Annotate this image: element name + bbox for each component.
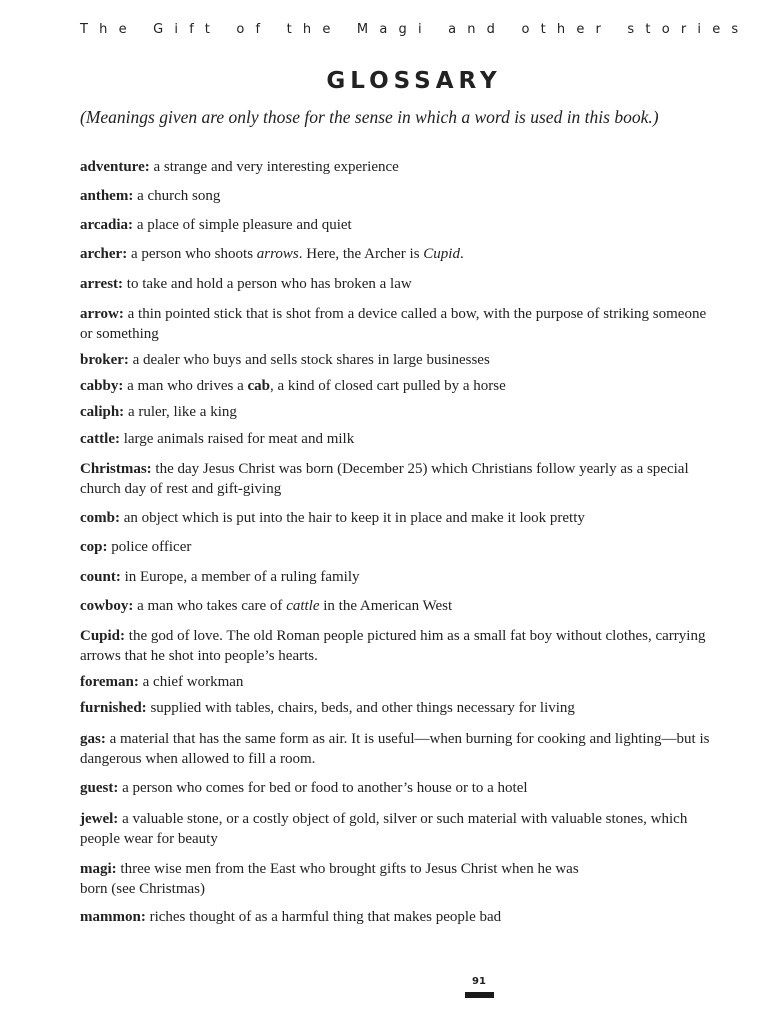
glossary-entry-cabby	[80, 376, 710, 396]
definition-italic: Cupid	[423, 246, 460, 262]
term: archer:	[80, 246, 128, 262]
glossary-entry-broker	[80, 350, 710, 370]
definition: a man who takes care of	[133, 598, 287, 614]
glossary-entry-cattle	[80, 429, 710, 449]
page-number: 91	[472, 976, 486, 987]
term: jewel:	[80, 811, 119, 827]
glossary-entry-count	[80, 567, 710, 587]
definition: to take and hold a person who has broken a law	[123, 276, 412, 292]
definition: supplied with tables, chairs, beds, and other things necessary for living	[146, 700, 575, 716]
glossary-entry-comb	[80, 508, 710, 528]
term: caliph:	[80, 404, 125, 420]
term: Christmas:	[80, 461, 152, 477]
definition: born (see Christmas)	[80, 881, 205, 897]
term: foreman:	[80, 674, 139, 690]
definition: a material that has the same form as air. It is useful—when burning for cooking and lighting—but is dangerous when allowed to fill a room.	[80, 731, 710, 767]
definition: a person who comes for bed or food to another’s house or to a hotel	[118, 780, 528, 796]
term: comb:	[80, 510, 120, 526]
term: adventure:	[80, 159, 150, 175]
page-number-bar	[465, 992, 494, 998]
glossary-entry-cupid	[80, 626, 712, 666]
glossary-entry-mammon	[80, 907, 710, 927]
definition: police officer	[107, 539, 192, 555]
glossary-entry-arrest	[80, 274, 710, 294]
definition: a person who shoots	[127, 246, 257, 262]
definition-italic: cattle	[286, 598, 320, 614]
term: arrest:	[80, 276, 124, 292]
glossary-entry-arcadia	[80, 215, 710, 235]
definition: in Europe, a member of a ruling family	[120, 569, 360, 585]
definition: a place of simple pleasure and quiet	[133, 217, 352, 233]
definition: .	[459, 246, 464, 262]
glossary-note: (Meanings given are only those for the sense in which a word is used in this book.)	[80, 107, 659, 127]
term: arrow:	[80, 306, 124, 322]
definition: a church song	[133, 188, 221, 204]
page-title: GLOSSARY	[326, 68, 502, 94]
running-head: The Gift of the Magi and other stories	[80, 22, 750, 37]
definition: a thin pointed stick that is shot from a device called a bow, with the purpose of striking someone or something	[80, 306, 707, 342]
definition-bold: cab	[247, 378, 270, 394]
definition: an object which is put into the hair to keep it in place and make it look pretty	[120, 510, 585, 526]
definition: a chief workman	[138, 674, 244, 690]
term: mammon:	[80, 909, 146, 925]
term: guest:	[80, 780, 119, 796]
glossary-entry-arrow	[80, 304, 710, 344]
definition: three wise men from the East who brought gifts to Jesus Christ when he was	[116, 861, 579, 877]
term: furnished:	[80, 700, 147, 716]
definition-italic: arrows	[256, 246, 299, 262]
glossary-entry-cop	[80, 537, 710, 557]
term: count:	[80, 569, 121, 585]
term: cop:	[80, 539, 108, 555]
glossary-entry-foreman	[80, 672, 710, 692]
definition: a dealer who buys and sells stock shares in large businesses	[128, 352, 490, 368]
definition: large animals raised for meat and milk	[119, 431, 355, 447]
definition: a man who drives a	[123, 378, 248, 394]
term: cattle:	[80, 431, 120, 447]
definition: the day Jesus Christ was born (December 25) which Christians follow yearly as a special church day of rest and gift-giving	[80, 461, 689, 497]
definition: . Here, the Archer is	[298, 246, 424, 262]
definition: a ruler, like a king	[124, 404, 237, 420]
definition: in the American West	[319, 598, 453, 614]
term: gas:	[80, 731, 106, 747]
glossary-entry-cowboy	[80, 596, 710, 616]
glossary-entry-gas	[80, 729, 710, 769]
term: anthem:	[80, 188, 134, 204]
definition: a strange and very interesting experience	[149, 159, 399, 175]
term: cowboy:	[80, 598, 134, 614]
glossary-entry-jewel	[80, 809, 710, 849]
term: magi:	[80, 861, 117, 877]
glossary-entry-magi	[80, 859, 710, 899]
term: broker:	[80, 352, 129, 368]
glossary-entry-furnished	[80, 698, 710, 718]
term: arcadia:	[80, 217, 134, 233]
definition: , a kind of closed cart pulled by a horse	[269, 378, 506, 394]
definition: riches thought of as a harmful thing that makes people bad	[145, 909, 502, 925]
definition: a valuable stone, or a costly object of gold, silver or such material with valuable stones, which people wear for beauty	[80, 811, 688, 847]
glossary-entry-anthem	[80, 186, 710, 206]
definition: the god of love. The old Roman people pictured him as a small fat boy without clothes, carrying arrows that he shot into people’s hearts.	[80, 628, 706, 664]
glossary-entry-christmas	[80, 459, 710, 499]
glossary-entry-guest	[80, 778, 710, 798]
term: Cupid:	[80, 628, 126, 644]
glossary-entry-archer	[80, 244, 710, 264]
term: cabby:	[80, 378, 124, 394]
glossary-entry-caliph	[80, 402, 710, 422]
glossary-entry-adventure	[80, 157, 710, 177]
